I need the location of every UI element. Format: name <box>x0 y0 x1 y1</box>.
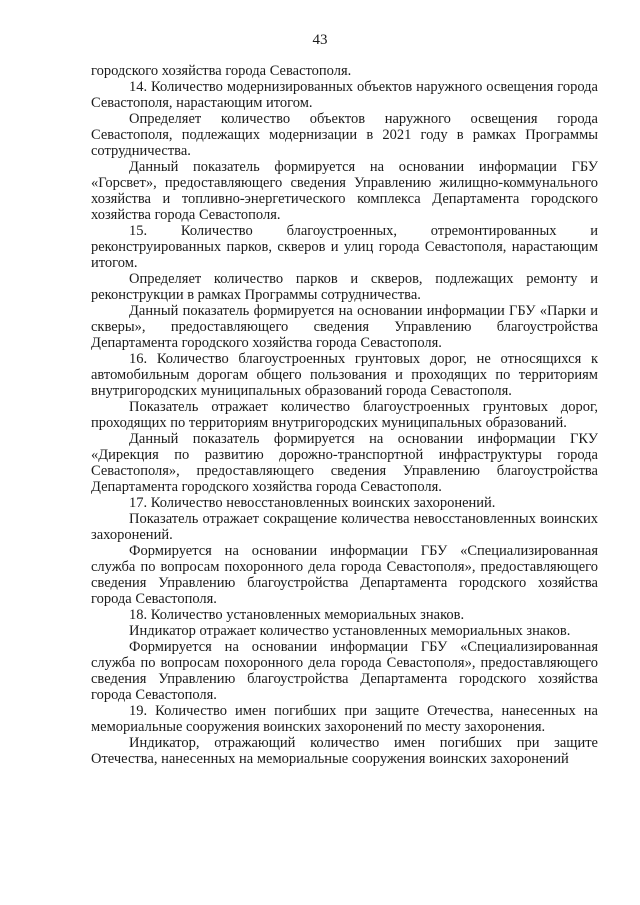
paragraph: 15. Количество благоустроенных, отремонтированных и реконструированных парков, скверов и улиц города Севастополя, нарастающим итогом. <box>91 223 598 271</box>
body-text <box>91 63 598 767</box>
paragraph: Определяет количество объектов наружного освещения города Севастополя, подлежащих модернизации в 2021 году в рамках Программы сотрудничества. <box>91 111 598 159</box>
paragraph: 14. Количество модернизированных объектов наружного освещения города Севастополя, нарастающим итогом. <box>91 79 598 111</box>
paragraph: городского хозяйства города Севастополя. <box>91 63 352 79</box>
paragraph: Индикатор отражает количество установленных мемориальных знаков. <box>129 623 571 639</box>
paragraph: 17. Количество невосстановленных воинских захоронений. <box>129 495 496 511</box>
paragraph: Данный показатель формируется на основании информации ГБУ «Парки и скверы», предоставляющего сведения Управлению благоустройства Департамента городского хозяйства города Севастополя. <box>91 303 598 351</box>
paragraph: Индикатор, отражающий количество имен погибших при защите Отечества, нанесенных на мемориальные сооружения воинских захоронений <box>91 735 598 767</box>
page-number: 43 <box>312 32 328 48</box>
paragraph: 19. Количество имен погибших при защите Отечества, нанесенных на мемориальные сооружения воинских захоронений по месту захоронения. <box>91 703 598 735</box>
paragraph: Показатель отражает количество благоустроенных грунтовых дорог, проходящих по территориям внутригородских муниципальных образований. <box>91 399 598 431</box>
paragraph: 18. Количество установленных мемориальных знаков. <box>129 607 465 623</box>
paragraph: Данный показатель формируется на основании информации ГКУ «Дирекция по развитию дорожно-транспортной инфраструктуры города Севастополя», предоставляющего сведения Управлению благоустройства Департамента городского хозяйства города Севастополя. <box>91 431 598 495</box>
paragraph: Данный показатель формируется на основании информации ГБУ «Горсвет», предоставляющего сведения Управлению жилищно-коммунального хозяйства и топливно-энергетического комплекса Департамента городского хозяйства города Севастополя. <box>91 159 598 223</box>
paragraph: Формируется на основании информации ГБУ «Специализированная служба по вопросам похоронного дела города Севастополя», предоставляющего сведения Управлению благоустройства Департамента городского хозяйства города Севастополя. <box>91 543 598 607</box>
paragraph: Показатель отражает сокращение количества невосстановленных воинских захоронений. <box>91 511 598 543</box>
paragraph: Определяет количество парков и скверов, подлежащих ремонту и реконструкции в рамках Программы сотрудничества. <box>91 271 598 303</box>
paragraph: Формируется на основании информации ГБУ «Специализированная служба по вопросам похоронного дела города Севастополя», предоставляющего сведения Управлению благоустройства Департамента городского хозяйства города Севастополя. <box>91 639 598 703</box>
paragraph: 16. Количество благоустроенных грунтовых дорог, не относящихся к автомобильным дорогам общего пользования и проходящих по территориям внутригородских муниципальных образований города Севастополя. <box>91 351 598 399</box>
